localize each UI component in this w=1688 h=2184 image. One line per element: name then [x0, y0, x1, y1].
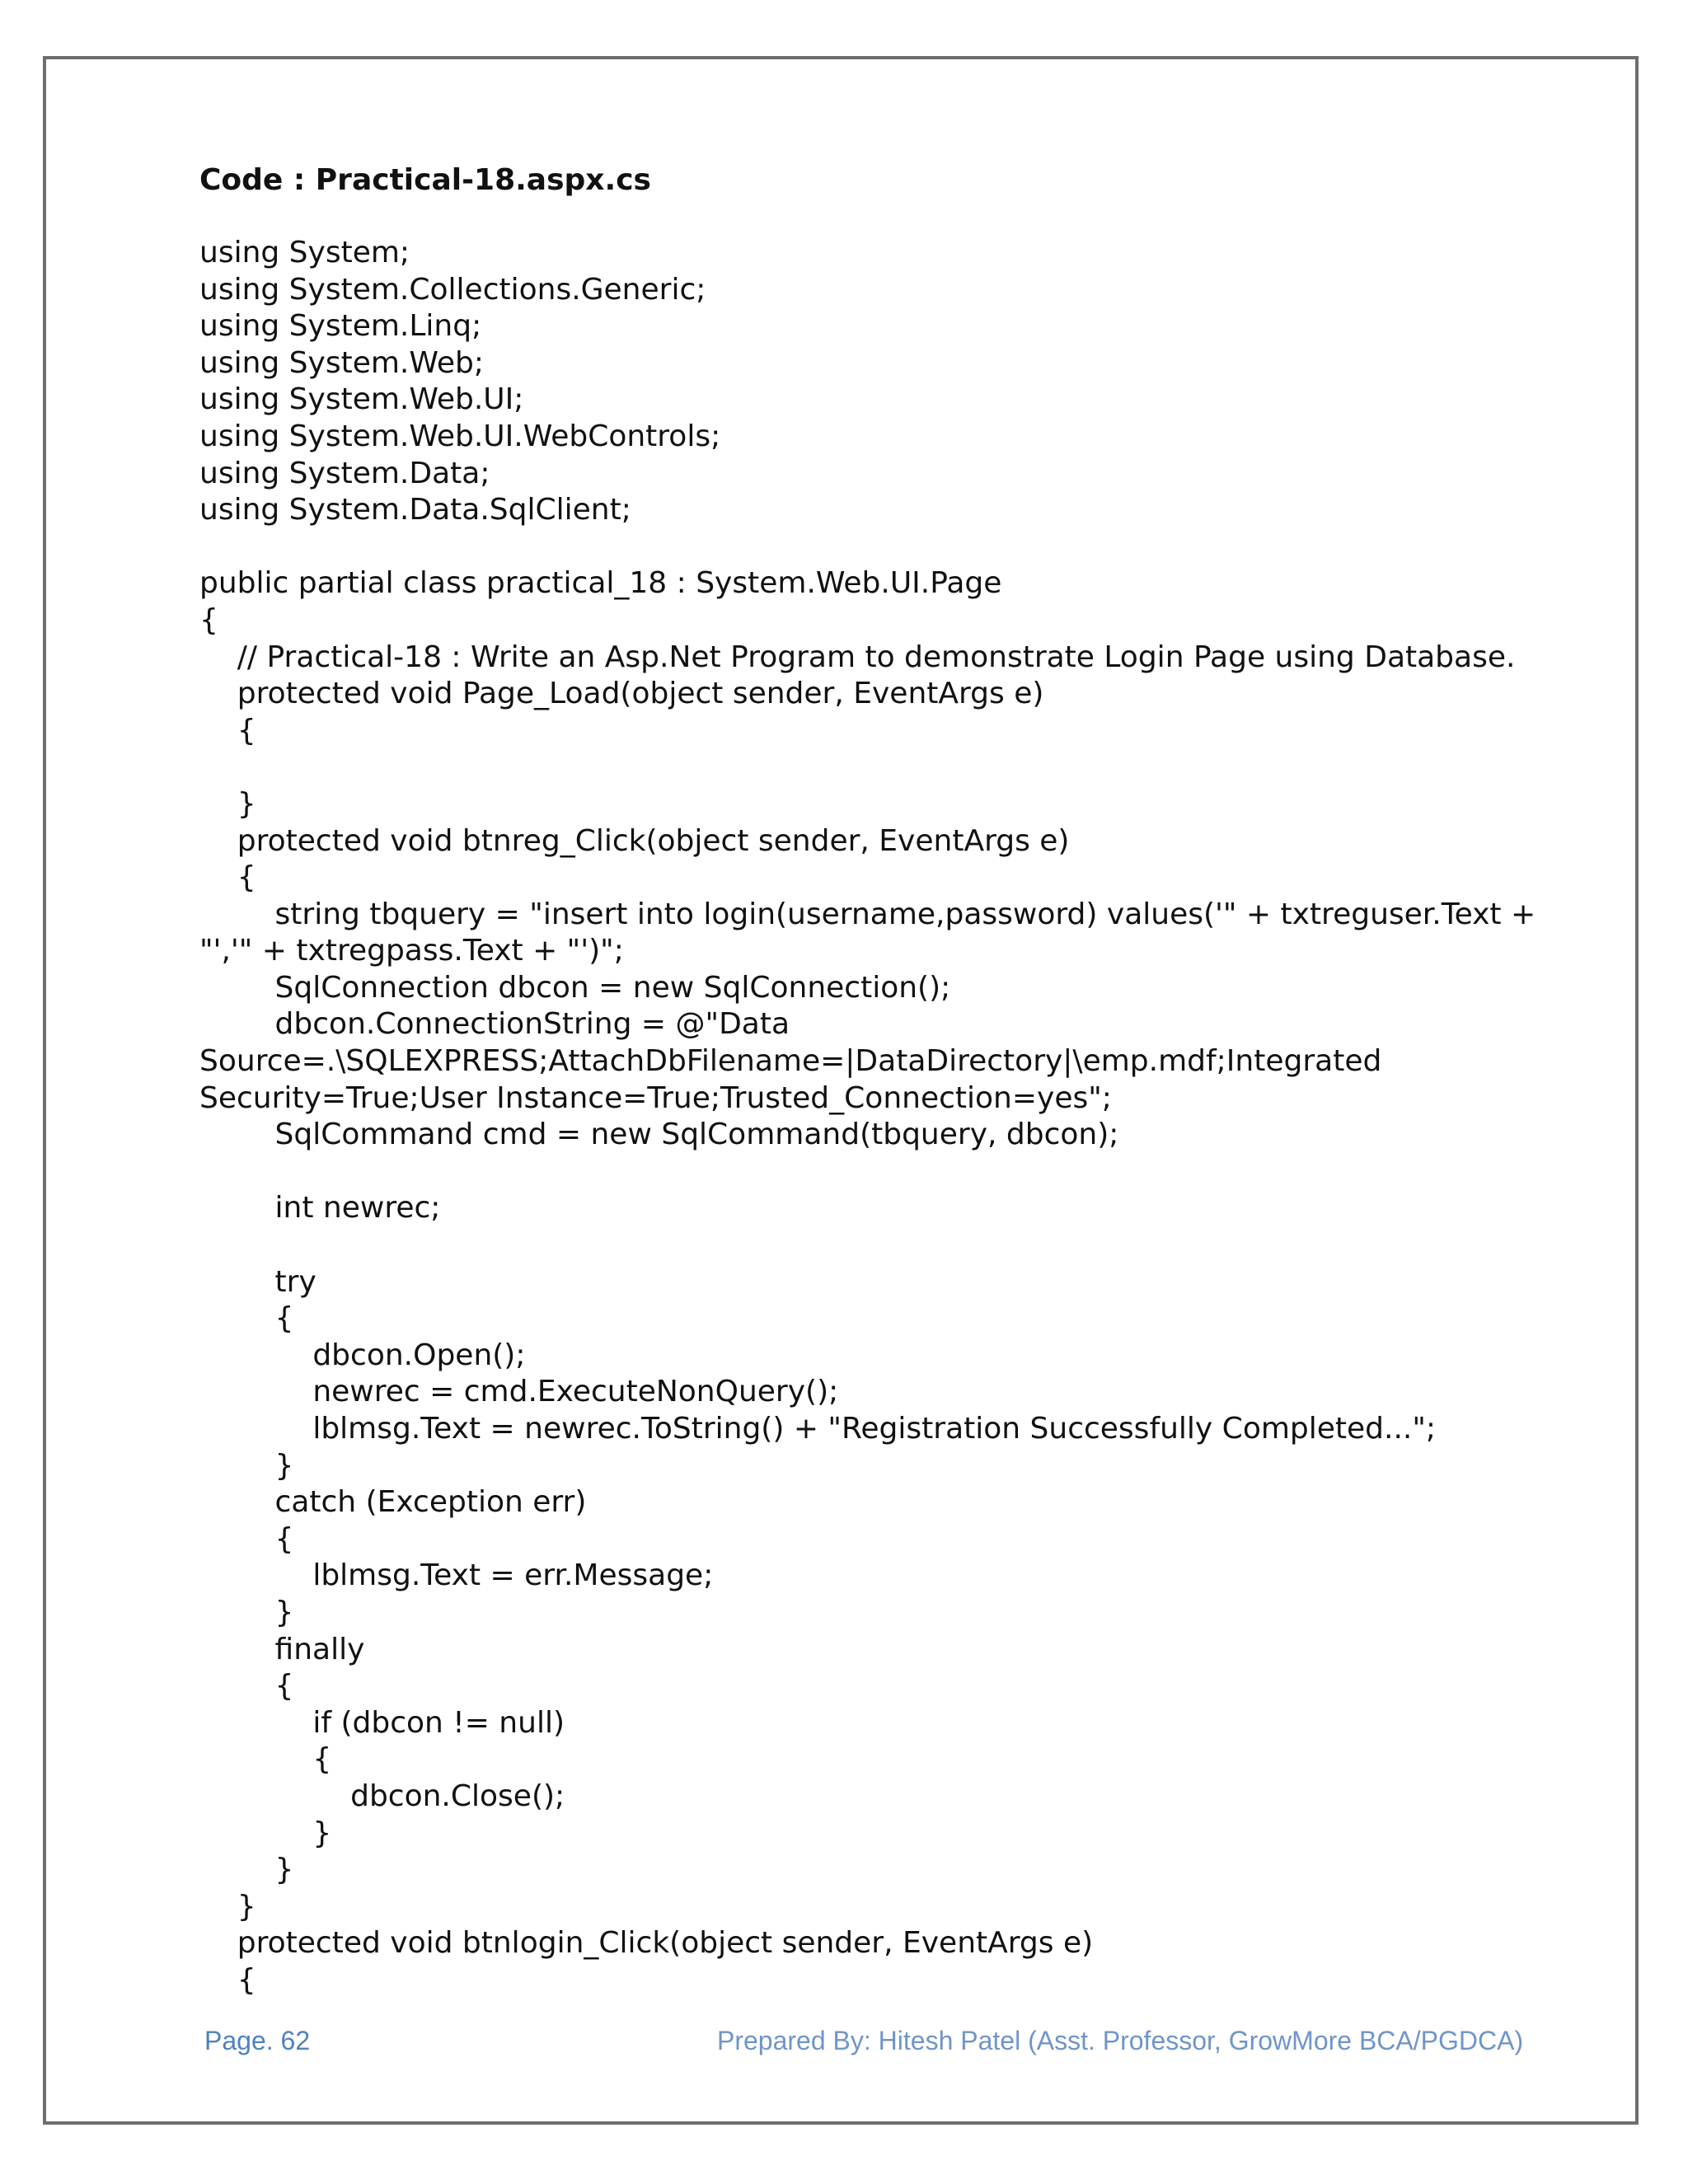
code-line: [199, 529, 1634, 566]
code-line: dbcon.Close();: [199, 1779, 565, 1813]
code-line: using System.Data;: [199, 456, 490, 490]
code-line: using System.Data.SqlClient;: [199, 493, 631, 527]
code-line: {: [199, 1669, 294, 1704]
code-line: }: [199, 1816, 332, 1850]
document-body: [199, 162, 1634, 1999]
code-line: lblmsg.Text = newrec.ToString() + "Registration Successfully Completed...";: [199, 1412, 1437, 1446]
code-line: using System.Web.UI;: [199, 382, 524, 417]
code-line: {: [199, 860, 256, 895]
code-line: protected void btnlogin_Click(object sender, EventArgs e): [199, 1926, 1094, 1961]
code-line: }: [199, 1448, 294, 1483]
code-line: }: [199, 1595, 294, 1629]
code-line: using System.Web;: [199, 345, 484, 380]
code-line: if (dbcon != null): [199, 1705, 565, 1740]
code-line: catch (Exception err): [199, 1485, 587, 1520]
code-line: {: [199, 1521, 294, 1556]
code-line: using System.Collections.Generic;: [199, 272, 706, 307]
code-line: SqlCommand cmd = new SqlCommand(tbquery, dbcon);: [199, 1118, 1119, 1152]
code-line: using System;: [199, 236, 410, 269]
code-line: using System.Web.UI.WebControls;: [199, 419, 721, 453]
code-line: [199, 1154, 1634, 1191]
code-line: [199, 749, 1634, 786]
code-line: Source=.\SQLEXPRESS;AttachDbFilename=|DataDirectory|\emp.mdf;Integrated: [199, 1044, 1382, 1079]
code-line: int newrec;: [199, 1191, 441, 1226]
code-line: string tbquery = "insert into login(username,password) values('" + txtreguser.Text +: [199, 897, 1536, 931]
code-line: Security=True;User Instance=True;Trusted_Connection=yes";: [199, 1080, 1112, 1115]
code-line: {: [199, 602, 218, 637]
code-line: newrec = cmd.ExecuteNonQuery();: [199, 1375, 839, 1409]
document-heading: Code : Practical-18.aspx.cs: [199, 163, 651, 197]
code-line: protected void Page_Load(object sender, EventArgs e): [199, 677, 1044, 711]
code-line: {: [199, 1962, 256, 1997]
code-listing: [199, 235, 1634, 1999]
code-line: }: [199, 1889, 256, 1924]
code-line: SqlConnection dbcon = new SqlConnection();: [199, 970, 951, 1005]
code-line: protected void btnreg_Click(object sender, EventArgs e): [199, 823, 1070, 858]
footer-page-number: Page. 62: [204, 2026, 311, 2055]
code-line: using System.Linq;: [199, 309, 482, 344]
code-line: "','" + txtregpass.Text + "')";: [199, 934, 624, 968]
code-line: [199, 1227, 1634, 1264]
footer-credit: Prepared By: Hitesh Patel (Asst. Professor, GrowMore BCA/PGDCA): [717, 2026, 1524, 2055]
code-line: {: [199, 1301, 294, 1336]
code-line: // Practical-18 : Write an Asp.Net Program to demonstrate Login Page using Database.: [199, 640, 1516, 674]
code-line: dbcon.Open();: [199, 1338, 526, 1372]
code-line: {: [199, 713, 256, 748]
code-line: lblmsg.Text = err.Message;: [199, 1558, 714, 1593]
code-line: finally: [199, 1632, 365, 1666]
code-line: dbcon.ConnectionString = @"Data: [199, 1007, 790, 1042]
code-line: try: [199, 1264, 316, 1299]
code-line: }: [199, 786, 256, 821]
code-line: {: [199, 1742, 332, 1777]
code-line: }: [199, 1853, 294, 1887]
code-line: public partial class practical_18 : System.Web.UI.Page: [199, 566, 1002, 601]
